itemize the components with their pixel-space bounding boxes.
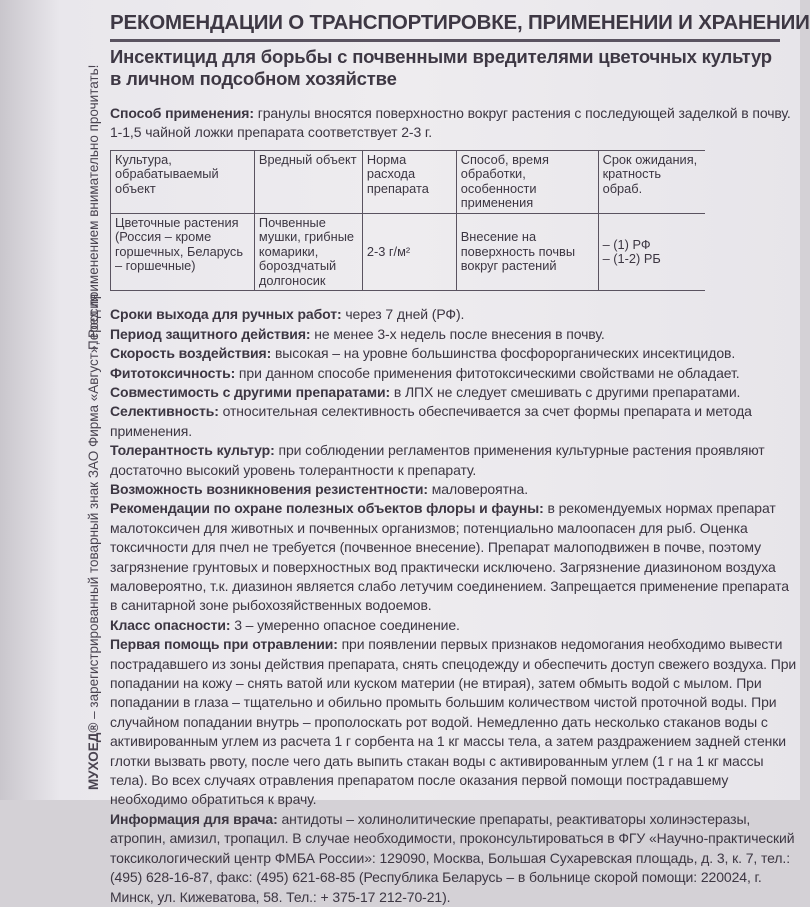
info-item: Фитотоксичность: при данном способе применения фитотоксическими свойствами не обладает. [110, 364, 740, 381]
table-header-cell: Вредный объект [254, 150, 362, 213]
table-cell-wait [598, 213, 705, 291]
table-cell-culture [111, 213, 255, 291]
table-cell-method: Внесение на поверхность почвы вокруг растений [456, 213, 598, 291]
label-content [110, 4, 810, 905]
info-item: Возможность возникновения резистентности: маловероятна. [110, 480, 529, 497]
info-item: Совместимость с другими препаратами: в ЛПХ не следует смешивать с другими препаратами. [110, 383, 741, 400]
wait-ru: – (1) РФ [602, 236, 651, 252]
culture-note: (Россия – кроме горшечных, Беларусь – горшечные) [115, 229, 243, 274]
table-header-cell: Срок ожидания, кратность обраб. [598, 150, 705, 213]
page-title: РЕКОМЕНДАЦИИ О ТРАНСПОРТИРОВКЕ, ПРИМЕНЕНИИ И ХРАНЕНИИ [110, 11, 810, 34]
table-header-cell: Культура, обрабатываемый объект [111, 150, 255, 213]
table-cell-pest: Почвенные мушки, грибные комарики, бороздчатый долгоносик [254, 213, 362, 291]
info-item: Скорость воздействия: высокая – на уровне большинства фосфорорганических инсектицидов. [110, 345, 736, 362]
subtitle-line-1: Инсектицид для борьбы с почвенными вредителями цветочных культур [110, 46, 772, 67]
table-header-cell: Способ, время обработки, особенности применения [456, 150, 598, 213]
info-item: Селективность: относительная селективность обеспечивается за счет формы препарата и метода применения. [110, 403, 752, 439]
side-brand: МУХОЕД® – зарегистрированный товарный знак ЗАО Фирма «Август», Россия [86, 293, 101, 790]
recommendation-table [110, 150, 705, 292]
info-item: Информация для врача: антидоты – холинолитические препараты, реактиваторы холинэстеразы, атропин, амизил, тропацил. В случае необходимости, проконсультироваться в ФГУ «Научно-практический токсикологический центр ФМБА России»: 129090, Москва, Большая Сухаревская площадь, д. 3, к. 7, тел.: (495) 628-16-87, факс: (495) 621-68-85 (Республика Беларусь – в больнице скорой помощи: 220024, г. Минск, ул. Кижеватова, 58. Тел.: + 375-17 212-70-21). [110, 810, 795, 905]
side-vertical-text [81, 10, 107, 790]
table-header-cell: Норма расхода препарата [362, 150, 456, 213]
info-item: Первая помощь при отравлении: при появлении первых признаков недомогания необходимо вывести пострадавшего из зоны действия препарата, снять спецодежду и обеспечить доступ свежего воздуха. При попадании на кожу – снять ватой или куском материи (не втирая), затем обмыть водой с мылом. При попадании в глаза – тщательно и обильно промыть большим количеством чистой проточной воды. При случайном попадании внутрь – прополоскать рот водой. Немедленно дать несколько стаканов воды с активированным углем из расчета 1 г сорбента на 1 кг массы тела, а затем раздражением задней стенки глотки вызвать рвоту, после чего дать выпить стакан воды с активированным углем (1 г на 1 кг массы тела). Во всех случаях отравления препаратом после оказания первой помощи пострадавшему необходимо обратиться к врачу. [110, 636, 797, 808]
subtitle-line-2: в личном подсобном хозяйстве [110, 68, 397, 89]
side-warning: Перед применением внимательно прочитать! [86, 64, 101, 350]
table-row [111, 213, 706, 291]
info-item: Период защитного действия: не менее 3-х недель после внесения в почву. [110, 325, 605, 342]
info-item: Рекомендации по охране полезных объектов флоры и фауны: в рекомендуемых нормах препарат малотоксичен для животных и почвенных организмов; потенциально малоопасен для рыб. Оценка токсичности для пчел не требуется (почвенное внесение). Препарат малоподвижен в почве, поэтому загрязнение грунтовых и поверхностных вод практически исключено. Загрязнение диазиноном воздуха маловероятно, т.к. диазинон является слабо летучим соединением. Запрещается применение препарата в санитарной зоне рыбохозяйственных водоемов. [110, 500, 789, 614]
table-cell-rate: 2-3 г/м² [362, 213, 456, 291]
info-item: Толерантность культур: при соблюдении регламентов применения культурные растения проявляют достаточно высокий уровень толерантности к препарату. [110, 442, 765, 478]
info-item: Класс опасности: 3 – умеренно опасное соединение. [110, 616, 460, 633]
title-divider [110, 39, 780, 42]
culture-title: Цветочные растения [115, 214, 239, 230]
info-section [110, 305, 800, 907]
table-header-row [111, 150, 706, 213]
wait-by: – (1-2) РБ [602, 251, 661, 267]
application-method: Способ применения: гранулы вносятся поверхностно вокруг растения с последующей заделкой в почву. 1-1,5 чайной ложки препарата соответствует 2-3 г. [110, 105, 791, 141]
info-item: Сроки выхода для ручных работ: через 7 дней (РФ). [110, 306, 465, 323]
